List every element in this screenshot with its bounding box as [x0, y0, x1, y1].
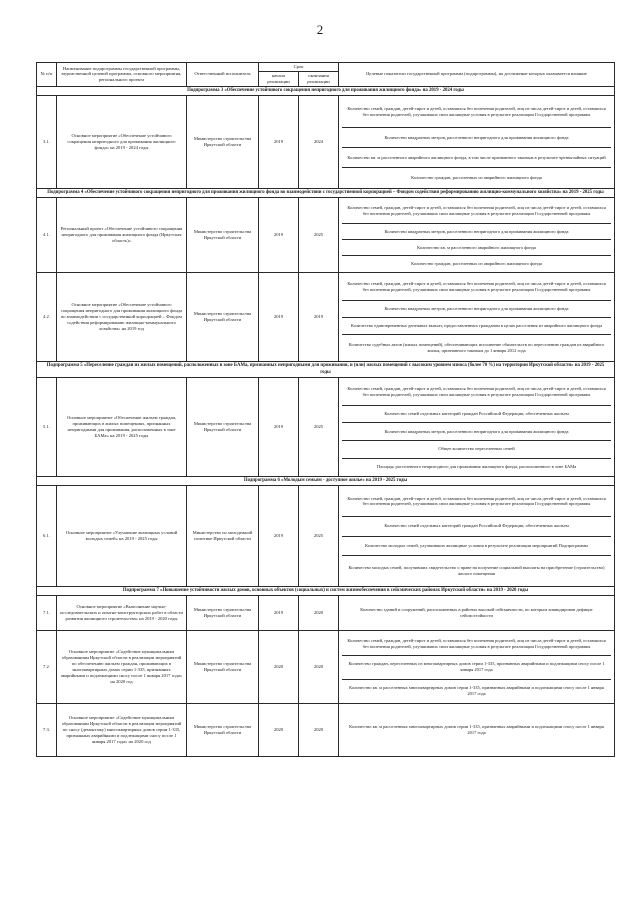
indicator-item: Количество кв. м расселенного аварийного жилищного фонда [342, 240, 611, 256]
table-body [37, 86, 615, 756]
indicator-item: Количество квадратных метров, расселенного непригодного для проживания жилищного фонда [342, 224, 611, 240]
row-name: Основное мероприятие «Выполнение научно-исследовательских и опытно-конструкторских работ в области развития жилищного строительства» на 2019 - 2020 годы [57, 596, 187, 631]
row-indicators [339, 704, 615, 757]
header-name: Наименование подпрограммы государственной программы, ведомственной целевой программы, основного мероприятия, регионального проекта [57, 63, 187, 87]
subprogram-row [37, 86, 615, 95]
row-end-year: 2025 [299, 486, 339, 587]
indicator-item: Количество семей, граждан, детей-сирот и детей, оставшихся без попечения родителей, лиц из числа детей-сирот и детей, оставшихся без попечения родителей, улучшивших свои жилищные условия в результате реализации Государственной программы [342, 97, 611, 127]
row-name: Основное мероприятие «Улучшение жилищных условий молодых семей» на 2019 - 2025 годы [57, 486, 187, 587]
row-end-year: 2025 [299, 198, 339, 273]
indicator-list [342, 705, 611, 755]
indicator-list [342, 487, 611, 585]
row-number: 4.2. [37, 273, 57, 362]
row-end-year: 2020 [299, 596, 339, 631]
indicator-item: Количество молодых семей, улучшивших жилищные условия в результате реализации мероприятий Подпрограммы [342, 536, 611, 556]
subprogram-title: Подпрограмма 5 «Переселение граждан из жилых помещений, расположенных в зоне БАМа, признанных непригодными для проживания, и (или) жилых помещений с высоким уровнем износа (более 70 %) на территории Иркутской области» на 2019 - 2025 годы [37, 362, 615, 377]
subprogram-row [37, 189, 615, 198]
row-start-year: 2019 [259, 273, 299, 362]
row-name: Региональный проект «Обеспечение устойчивого сокращения непригодного для проживания жилищного фонда (Иркутская область)» [57, 198, 187, 273]
row-number: 7.3. [37, 704, 57, 757]
row-number: 6.1. [37, 486, 57, 587]
table-row [37, 596, 615, 631]
row-start-year: 2019 [259, 596, 299, 631]
row-indicators [339, 377, 615, 476]
row-executor: Министерство строительства Иркутской области [187, 273, 259, 362]
header-end: окончания реализации [299, 71, 339, 86]
row-start-year: 2019 [259, 198, 299, 273]
indicator-item: Количество судебных актов (жилых помещений), обеспечивающих исполнение обязательств по переселению граждан из аварийного жилья, признанного таковым до 1 января 2012 года [348, 341, 605, 353]
row-executor: Министерство строительства Иркутской области [187, 704, 259, 757]
row-executor: Министерство строительства Иркутской области [187, 631, 259, 704]
program-table [36, 62, 615, 757]
indicator-item: Площадь расселенного непригодного для проживания жилищного фонда, расположенного в зоне БАМа [376, 463, 577, 469]
header-num: № п/п [37, 63, 57, 87]
indicator-item: Количество единовременных денежных выплат, предоставленных гражданам в целях расселения из аварийного жилищного фонда [342, 317, 611, 334]
indicator-item: Количество кв. м расселенного аварийного жилищного фонда, в том числе признанного таковым в результате чрезвычайных ситуаций [342, 148, 611, 168]
subprogram-title: Подпрограмма 6 «Молодым семьям - доступное жилье» на 2019 - 2025 годы [37, 476, 615, 485]
row-indicators [339, 198, 615, 273]
row-name: Основное мероприятие «Содействие муниципальным образованиям Иркутской области в реализации мероприятий по обеспечению жильем граждан, проживающих в многоквартирных домах серии 1-335, признанных аварийными и подлежащими сносу после 1 января 2017 года» на 2020 год [57, 631, 187, 704]
indicator-list [342, 97, 611, 187]
row-number: 7.2. [37, 631, 57, 704]
row-indicators [339, 486, 615, 587]
row-number: 3.1. [37, 96, 57, 189]
row-name: Основное мероприятие «Содействие муниципальным образованиям Иркутской области в реализации мероприятий по сносу (демонтажу) многоквартирных домов серии 1-335, признанных аварийными и подлежащими сносу после 1 января 2017 года» на 2020 год [57, 704, 187, 757]
row-number: 7.1. [37, 596, 57, 631]
row-start-year: 2019 [259, 486, 299, 587]
row-start-year: 2019 [259, 96, 299, 189]
indicator-item: Количество семей отдельных категорий граждан Российской Федерации, обеспеченных жильем [342, 405, 611, 423]
subprogram-title: Подпрограмма 3 «Обеспечение устойчивого сокращения непригодного для проживания жилищного фонда» на 2019 - 2024 годы [37, 86, 615, 95]
subprogram-title: Подпрограмма 7 «Повышение устойчивости жилых домов, основных объектов (социальных) и систем жизнеобеспечения в сейсмических районах Иркутской области» на 2019 - 2020 годы [37, 587, 615, 596]
indicator-item: Количество семей отдельных категорий граждан Российской Федерации, обеспеченных жильем [342, 516, 611, 536]
row-end-year: 2025 [299, 377, 339, 476]
row-indicators [339, 631, 615, 704]
table-row [37, 486, 615, 587]
indicator-item: Количество кв. м расселенных многоквартирных домов серии 1-335, признанных аварийными и подлежащими сносу после 1 января 2017 года [349, 724, 604, 736]
header-term: Срок [259, 63, 339, 72]
row-end-year: 2020 [299, 631, 339, 704]
indicator-item: Количество семей, граждан, детей-сирот и детей, оставшихся без попечения родителей, лиц из числа детей-сирот и детей, оставшихся без попечения родителей, улучшивших свои жилищные условия в результате реализации Государственной программы [342, 199, 611, 223]
indicator-item: Количество семей, граждан, детей-сирот и детей, оставшихся без попечения родителей, лиц из числа детей-сирот и детей, оставшихся без попечения родителей, улучшивших свои жилищные условия в результате реализации Государственной программы [342, 379, 611, 405]
row-executor: Министерство строительства Иркутской области [187, 596, 259, 631]
indicator-item: Количество граждан, переселенных из многоквартирных домов серии 1-335, признанных аварийными и подлежащими сносу после 1 января 2017 года [342, 655, 611, 679]
indicator-item: Количество зданий и сооружений, расположенных в районах высокой сейсмичности, по которым ликвидирован дефицит сейсмостойкости [360, 607, 593, 619]
row-number: 4.1. [37, 198, 57, 273]
indicator-list [342, 632, 611, 702]
indicator-item: Количество семей, граждан, детей-сирот и детей, оставшихся без попечения родителей, лиц из числа детей-сирот и детей, оставшихся без попечения родителей, улучшивших свои жилищные условия в результате реализации Государственной программы [342, 487, 611, 516]
table-row [37, 631, 615, 704]
indicator-item: Количество семей, граждан, детей-сирот и детей, оставшихся без попечения родителей, лиц из числа детей-сирот и детей, оставшихся без попечения родителей, улучшивших свои жилищные условия в результате реализации Государственной программы [342, 632, 611, 655]
header-executor: Ответственный исполнитель [187, 63, 259, 87]
indicator-item: Количество квадратных метров, расселенного непригодного для проживания жилищного фонда [342, 127, 611, 147]
row-executor: Министерство строительства Иркутской области [187, 377, 259, 476]
row-executor: Министерство строительства Иркутской области [187, 96, 259, 189]
header-start: начала реализации [259, 71, 299, 86]
subprogram-row [37, 476, 615, 485]
row-start-year: 2019 [259, 377, 299, 476]
row-executor: Министерство по молодежной политике Иркутской области [187, 486, 259, 587]
indicator-item: Количество граждан, расселенных из аварийного жилищного фонда [411, 174, 542, 180]
subprogram-row [37, 587, 615, 596]
page-number: 2 [316, 22, 324, 37]
indicator-item: Количество граждан, расселенных из аварийного жилищного фонда [411, 260, 542, 266]
row-executor: Министерство строительства Иркутской области [187, 198, 259, 273]
table-row [37, 96, 615, 189]
indicator-item: Общее количество переселенных семей [342, 440, 611, 458]
row-indicators [339, 596, 615, 631]
row-indicators [339, 96, 615, 189]
row-start-year: 2020 [259, 704, 299, 757]
indicator-list [342, 274, 611, 360]
table-row [37, 704, 615, 757]
indicator-item: Количество квадратных метров, расселенного непригодного для проживания жилищного фонда [342, 300, 611, 317]
indicator-item: Количество кв. м расселенных многоквартирных домов серии 1-335, признанных аварийными и подлежащими сносу после 1 января 2017 года [349, 685, 604, 696]
row-indicators [339, 273, 615, 362]
indicator-list [342, 597, 611, 629]
row-end-year: 2019 [299, 273, 339, 362]
subprogram-title: Подпрограмма 4 «Обеспечение устойчивого сокращения непригодного для проживания жилищного фонда во взаимодействии с государственной корпорацией – Фондом содействия реформированию жилищно-коммунального хозяйства» на 2019 - 2025 годы [37, 189, 615, 198]
row-number: 5.1. [37, 377, 57, 476]
row-end-year: 2024 [299, 96, 339, 189]
header-indicators: Целевые показатели государственной программы (подпрограммы), на достижение которых оказывается влияние [339, 63, 615, 87]
row-end-year: 2020 [299, 704, 339, 757]
row-name: Основное мероприятие «Обеспечение устойчивого сокращения непригодного для проживания жилищного фонда» на 2019 - 2024 годы [57, 96, 187, 189]
indicator-list [342, 199, 611, 271]
table-row [37, 198, 615, 273]
subprogram-row [37, 362, 615, 377]
indicator-list [342, 379, 611, 475]
row-start-year: 2020 [259, 631, 299, 704]
row-name: Основное мероприятие «Обеспечение устойчивого сокращения непригодного для проживания жилищного фонда во взаимодействии с государственной корпорацией – Фондом содействия реформированию жилищно-коммунального хозяйства» на 2019 год [57, 273, 187, 362]
row-name: Основное мероприятие «Обеспечение жильем граждан, проживающих в жилых помещениях, признанных непригодными для проживания, расположенных в зоне БАМа» на 2019 - 2025 годы [57, 377, 187, 476]
table-row [37, 273, 615, 362]
indicator-item: Количество молодых семей, получивших свидетельство о праве на получение социальной выплаты на приобретение (строительство) жилого помещения [348, 564, 605, 576]
table-row [37, 377, 615, 476]
indicator-item: Количество семей, граждан, детей-сирот и детей, оставшихся без попечения родителей, лиц из числа детей-сирот и детей, оставшихся без попечения родителей, улучшивших свои жилищные условия в результате реализации Государственной программы [342, 274, 611, 300]
indicator-item: Количество квадратных метров, расселенного непригодного для проживания жилищного фонда [342, 423, 611, 441]
